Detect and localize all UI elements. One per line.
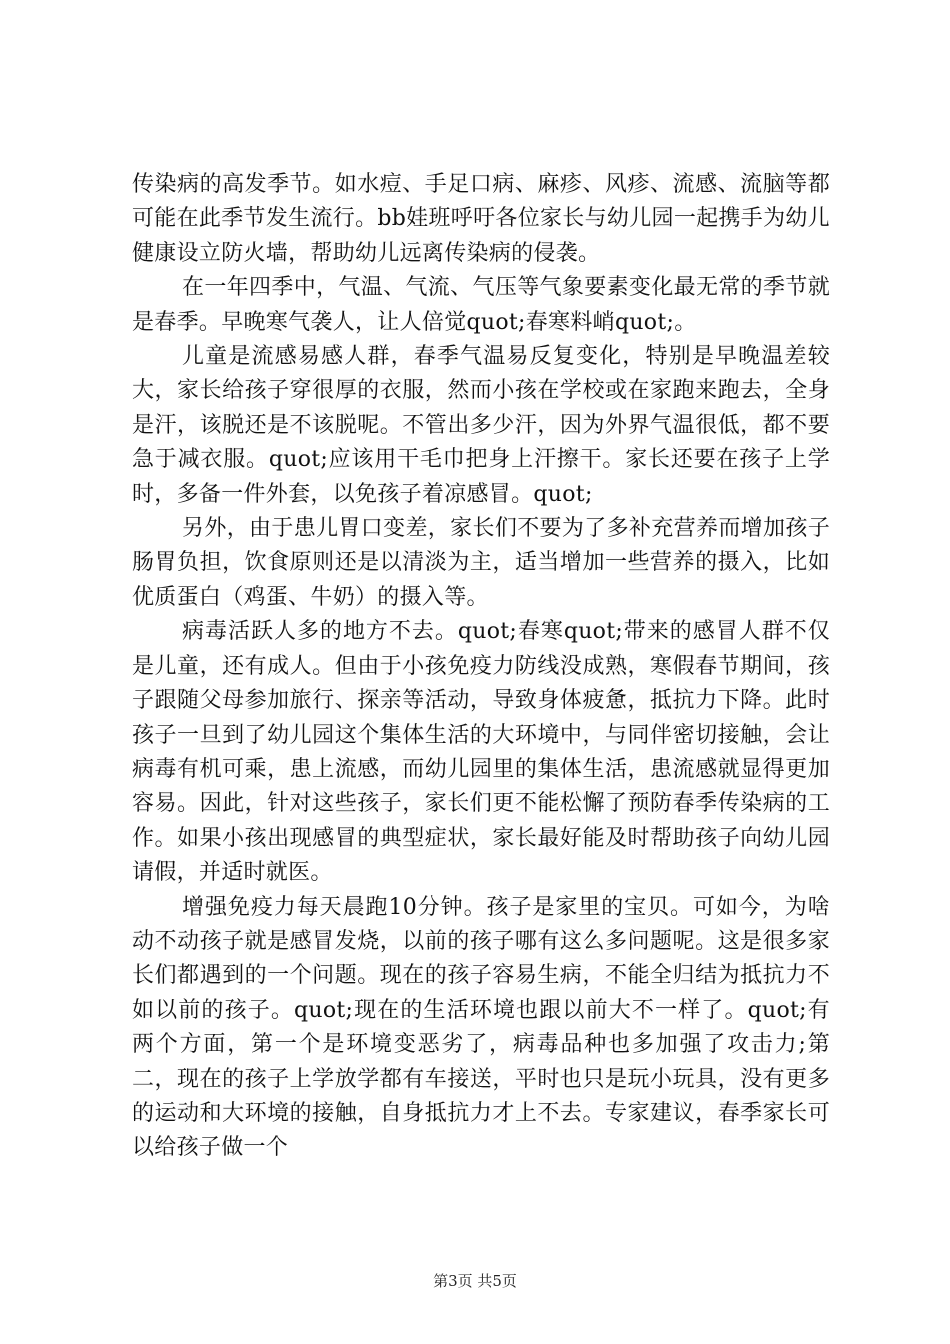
paragraph-5: 病毒活跃人多的地方不去。quot;春寒quot;带来的感冒人群不仅是儿童，还有成人。但由于小孩免疫力防线没成熟，寒假春节期间，孩子跟随父母参加旅行、探亲等活动，导致身体疲惫，抵抗力下降。此时孩子一旦到了幼儿园这个集体生活的大环境中，与同伴密切接触，会让病毒有机可乘，患上流感，而幼儿园里的集体生活，患流感就显得更加容易。因此，针对这些孩子，家长们更不能松懈了预防春季传染病的工作。如果小孩出现感冒的典型症状，家长最好能及时帮助孩子向幼儿园请假，并适时就医。 — [132, 619, 830, 886]
paragraph-2: 在一年四季中，气温、气流、气压等气象要素变化最无常的季节就是春季。早晚寒气袭人，让人倍觉quot;春寒料峭quot;。 — [132, 275, 830, 335]
paragraph-4: 另外，由于患儿胃口变差，家长们不要为了多补充营养而增加孩子肠胃负担，饮食原则还是以清淡为主，适当增加一些营养的摄入，比如优质蛋白（鸡蛋、牛奶）的摄入等。 — [132, 516, 830, 610]
paragraph-3: 儿童是流感易感人群，春季气温易反复变化，特别是早晚温差较大，家长给孩子穿很厚的衣服，然而小孩在学校或在家跑来跑去，全身是汗，该脱还是不该脱呢。不管出多少汗，因为外界气温很低，都不要急于减衣服。quot;应该用干毛巾把身上汗擦干。家长还要在孩子上学时，多备一件外套，以免孩子着凉感冒。quot; — [132, 344, 830, 507]
document-body — [132, 168, 830, 1166]
page-number-footer: 第3页 共5页 — [433, 1272, 517, 1290]
paragraph-6: 增强免疫力每天晨跑10分钟。孩子是家里的宝贝。可如今，为啥动不动孩子就是感冒发烧，以前的孩子哪有这么多问题呢。这是很多家长们都遇到的一个问题。现在的孩子容易生病，不能全归结为抵抗力不如以前的孩子。quot;现在的生活环境也跟以前大不一样了。quot;有两个方面，第一个是环境变恶劣了，病毒品种也多加强了攻击力;第二，现在的孩子上学放学都有车接送，平时也只是玩小玩具，没有更多的运动和大环境的接触，自身抵抗力才上不去。专家建议，春季家长可以给孩子做一个 — [132, 894, 830, 1161]
paragraph-1: 传染病的高发季节。如水痘、手足口病、麻疹、风疹、流感、流脑等都可能在此季节发生流行。bb娃班呼吁各位家长与幼儿园一起携手为幼儿健康设立防火墙，帮助幼儿远离传染病的侵袭。 — [132, 172, 830, 266]
